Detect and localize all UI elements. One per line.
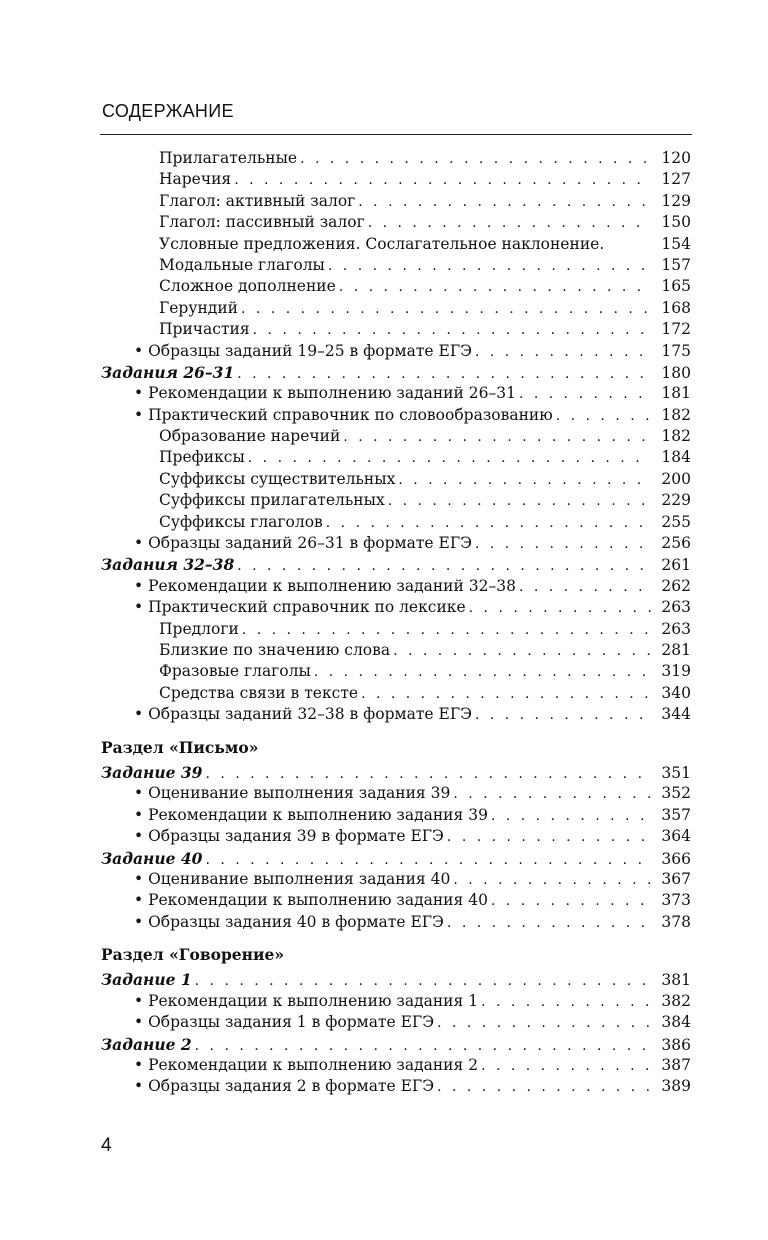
toc-leader-dots — [447, 827, 651, 848]
toc-entry[interactable] — [101, 1034, 691, 1055]
toc-leader-dots — [519, 384, 651, 405]
toc-leader-dots — [328, 256, 651, 277]
toc-entry-page: 387 — [661, 1056, 691, 1075]
toc-leader-dots — [388, 491, 651, 512]
toc-entry-page: 340 — [661, 683, 691, 702]
toc-entry[interactable] — [101, 619, 691, 640]
toc-entry-title: • Образцы задания 40 в формате ЕГЭ — [134, 912, 444, 933]
toc-leader-dots — [491, 891, 651, 912]
toc-entry[interactable] — [101, 1076, 691, 1097]
toc-entry-page: 127 — [661, 170, 691, 189]
header-rule — [100, 134, 692, 135]
toc-entry-page: 366 — [661, 849, 691, 868]
toc-entry-title: Сложное дополнение — [159, 277, 336, 296]
toc-entry-title: Суффиксы существительных — [159, 469, 396, 488]
toc-entry-page: 373 — [661, 891, 691, 910]
toc-part-3 — [101, 969, 691, 1097]
toc-entry[interactable] — [101, 533, 691, 554]
toc-entry-title: Глагол: активный залог — [159, 191, 356, 210]
toc-entry-title: Причастия — [159, 320, 250, 339]
toc-entry-title: Задание 2 — [101, 1034, 192, 1054]
toc-entry-page: 389 — [661, 1077, 691, 1096]
toc-leader-dots — [519, 577, 651, 598]
toc-entry-page: 263 — [661, 619, 691, 638]
toc-leader-dots — [343, 427, 651, 448]
toc-entry-page: 263 — [661, 598, 691, 617]
toc-entry[interactable] — [101, 362, 691, 383]
toc-entry[interactable] — [101, 426, 691, 447]
toc-leader-dots — [447, 913, 651, 934]
toc-entry[interactable] — [101, 869, 691, 890]
toc-entry[interactable] — [101, 191, 691, 212]
toc-entry[interactable] — [101, 512, 691, 533]
toc-entry-title: • Образцы задания 2 в формате ЕГЭ — [134, 1076, 434, 1097]
toc-leader-dots — [248, 448, 651, 469]
toc-leader-dots — [314, 662, 651, 683]
toc-entry[interactable] — [101, 469, 691, 490]
toc-entry[interactable] — [101, 848, 691, 869]
toc-entry-title: • Рекомендации к выполнению задания 39 — [134, 805, 488, 826]
toc-entry-title: Задание 39 — [101, 762, 203, 782]
toc-entry-page: 281 — [661, 640, 691, 659]
toc-entry[interactable] — [101, 490, 691, 511]
toc-entry[interactable] — [101, 912, 691, 933]
toc-leader-dots — [234, 170, 651, 191]
toc-entry[interactable] — [101, 1055, 691, 1076]
toc-entry-title: Средства связи в тексте — [159, 683, 359, 702]
table-of-contents — [101, 148, 691, 1098]
toc-part-1 — [101, 148, 691, 726]
toc-leader-dots — [481, 1056, 651, 1077]
toc-entry-title: • Оценивание выполнения задания 40 — [134, 869, 450, 890]
toc-leader-dots — [453, 870, 651, 891]
toc-leader-dots — [393, 641, 651, 662]
toc-leader-dots — [368, 213, 651, 234]
toc-entry-title: • Рекомендации к выполнению заданий 32–38 — [134, 576, 516, 597]
toc-entry-page: 386 — [661, 1035, 691, 1054]
toc-leader-dots — [556, 406, 651, 427]
toc-entry[interactable] — [101, 762, 691, 783]
toc-entry-title: Задания 26–31 — [101, 362, 235, 382]
toc-leader-dots — [453, 784, 651, 805]
toc-entry[interactable] — [101, 597, 691, 618]
toc-entry-page: 351 — [661, 763, 691, 782]
toc-entry[interactable] — [101, 276, 691, 297]
toc-entry-title: • Оценивание выполнения задания 39 — [134, 783, 450, 804]
toc-entry-title: Наречия — [159, 170, 232, 189]
toc-leader-dots — [326, 513, 651, 534]
toc-entry-title: • Рекомендации к выполнению задания 1 — [134, 991, 478, 1012]
toc-leader-dots — [205, 764, 651, 785]
toc-entry-page: 357 — [661, 805, 691, 824]
toc-entry-title: • Образцы задания 39 в формате ЕГЭ — [134, 826, 444, 847]
toc-entry-page: 344 — [661, 705, 691, 724]
toc-leader-dots — [300, 149, 651, 170]
toc-entry-page: 319 — [661, 662, 691, 681]
toc-entry-page: 165 — [661, 277, 691, 296]
toc-entry-title: • Рекомендации к выполнению задания 2 — [134, 1055, 478, 1076]
toc-leader-dots — [475, 534, 651, 555]
toc-entry-title: Задания 32–38 — [101, 555, 235, 575]
toc-entry[interactable] — [101, 969, 691, 990]
toc-leader-dots — [437, 1013, 651, 1034]
toc-entry-page: 200 — [661, 469, 691, 488]
toc-entry-page: 120 — [661, 149, 691, 167]
toc-entry-page: 367 — [661, 869, 691, 888]
toc-entry-page: 381 — [661, 971, 691, 990]
toc-entry-page: 382 — [661, 991, 691, 1010]
toc-entry-page: 378 — [661, 912, 691, 931]
toc-entry[interactable] — [101, 805, 691, 826]
toc-entry[interactable] — [101, 405, 691, 426]
toc-entry-page: 150 — [661, 213, 691, 232]
toc-part-2 — [101, 762, 691, 933]
toc-leader-dots — [241, 299, 651, 320]
toc-entry[interactable] — [101, 554, 691, 575]
toc-entry-title: • Рекомендации к выполнению задания 40 — [134, 890, 488, 911]
toc-leader-dots — [205, 850, 651, 871]
toc-entry-title: • Образцы заданий 19–25 в формате ЕГЭ — [134, 341, 472, 362]
toc-leader-dots — [475, 342, 651, 363]
toc-entry[interactable] — [101, 212, 691, 233]
toc-entry[interactable] — [101, 640, 691, 661]
toc-entry-page: 182 — [661, 427, 691, 446]
toc-entry[interactable] — [101, 683, 691, 704]
toc-entry-title: • Образцы задания 1 в формате ЕГЭ — [134, 1012, 434, 1033]
toc-entry[interactable] — [101, 169, 691, 190]
toc-entry-page: 168 — [661, 298, 691, 317]
toc-entry[interactable] — [101, 447, 691, 468]
toc-entry[interactable] — [101, 234, 691, 255]
toc-entry-page: 261 — [661, 556, 691, 575]
toc-leader-dots — [358, 192, 651, 213]
toc-entry-page: 256 — [661, 534, 691, 553]
toc-entry[interactable] — [101, 341, 691, 362]
toc-entry-title: Условные предложения. Сослагательное наклонение. — [159, 234, 605, 253]
toc-entry-page: 181 — [661, 384, 691, 403]
toc-leader-dots — [481, 992, 651, 1013]
toc-entry-title: • Образцы заданий 32–38 в формате ЕГЭ — [134, 704, 472, 725]
page-number: 4 — [101, 1135, 112, 1156]
toc-leader-dots — [339, 277, 651, 298]
toc-entry-title: Задание 40 — [101, 848, 203, 868]
toc-entry[interactable] — [101, 826, 691, 847]
toc-leader-dots — [361, 684, 651, 705]
toc-entry[interactable] — [101, 148, 691, 169]
toc-entry[interactable] — [101, 991, 691, 1012]
toc-leader-dots — [242, 620, 651, 641]
toc-entry-title: • Образцы заданий 26–31 в формате ЕГЭ — [134, 533, 472, 554]
toc-entry-title: Задание 1 — [101, 970, 192, 990]
toc-leader-dots — [253, 320, 651, 341]
toc-entry[interactable] — [101, 383, 691, 404]
toc-entry-title: Близкие по значению слова — [159, 640, 391, 659]
toc-entry-title: Суффиксы глаголов — [159, 512, 323, 531]
section-heading-speaking: Раздел «Говорение» — [101, 945, 285, 965]
toc-entry-title: Фразовые глаголы — [159, 662, 311, 681]
toc-entry-page: 129 — [661, 191, 691, 210]
toc-entry-title: • Практический справочник по лексике — [134, 597, 466, 618]
toc-entry-page: 255 — [661, 512, 691, 531]
toc-leader-dots — [398, 470, 651, 491]
toc-entry-page: 262 — [661, 576, 691, 595]
toc-entry-page: 364 — [661, 827, 691, 846]
toc-entry-page: 175 — [661, 341, 691, 360]
toc-leader-dots — [437, 1077, 651, 1098]
toc-entry[interactable] — [101, 890, 691, 911]
toc-entry[interactable] — [101, 576, 691, 597]
toc-leader-dots — [237, 556, 651, 577]
toc-leader-dots — [475, 705, 651, 726]
toc-entry[interactable] — [101, 661, 691, 682]
toc-entry-title: Префиксы — [159, 448, 245, 467]
toc-entry-page: 157 — [661, 255, 691, 274]
toc-entry-title: • Практический справочник по словообразованию — [134, 405, 553, 426]
toc-entry[interactable] — [101, 783, 691, 804]
toc-entry[interactable] — [101, 319, 691, 340]
toc-entry-title: Герундий — [159, 298, 239, 317]
toc-entry-page: 180 — [661, 363, 691, 382]
page-header-title: СОДЕРЖАНИЕ — [102, 101, 234, 121]
toc-leader-dots — [491, 806, 651, 827]
toc-entry[interactable] — [101, 298, 691, 319]
toc-entry-title: Суффиксы прилагательных — [159, 491, 385, 510]
toc-entry-page: 172 — [661, 320, 691, 339]
toc-entry-page: 184 — [661, 448, 691, 467]
section-heading-writing: Раздел «Письмо» — [101, 737, 259, 757]
toc-entry[interactable] — [101, 255, 691, 276]
toc-entry-title: Образование наречий — [159, 427, 341, 446]
toc-entry-page: 229 — [661, 491, 691, 510]
toc-leader-dots — [195, 971, 651, 992]
toc-entry-title: • Рекомендации к выполнению заданий 26–31 — [134, 383, 516, 404]
toc-entry-title: Прилагательные — [159, 149, 298, 167]
toc-entry-title: Глагол: пассивный залог — [159, 213, 365, 232]
toc-entry-title: Предлоги — [159, 619, 239, 638]
toc-entry-page: 384 — [661, 1013, 691, 1032]
toc-entry-page: 154 — [661, 234, 691, 253]
toc-leader-dots — [237, 364, 651, 385]
toc-entry-page: 182 — [661, 405, 691, 424]
toc-entry[interactable] — [101, 704, 691, 725]
toc-leader-dots — [469, 598, 651, 619]
toc-entry[interactable] — [101, 1012, 691, 1033]
toc-entry-page: 352 — [661, 784, 691, 803]
toc-leader-dots — [195, 1036, 651, 1057]
toc-entry-title: Модальные глаголы — [159, 255, 325, 274]
